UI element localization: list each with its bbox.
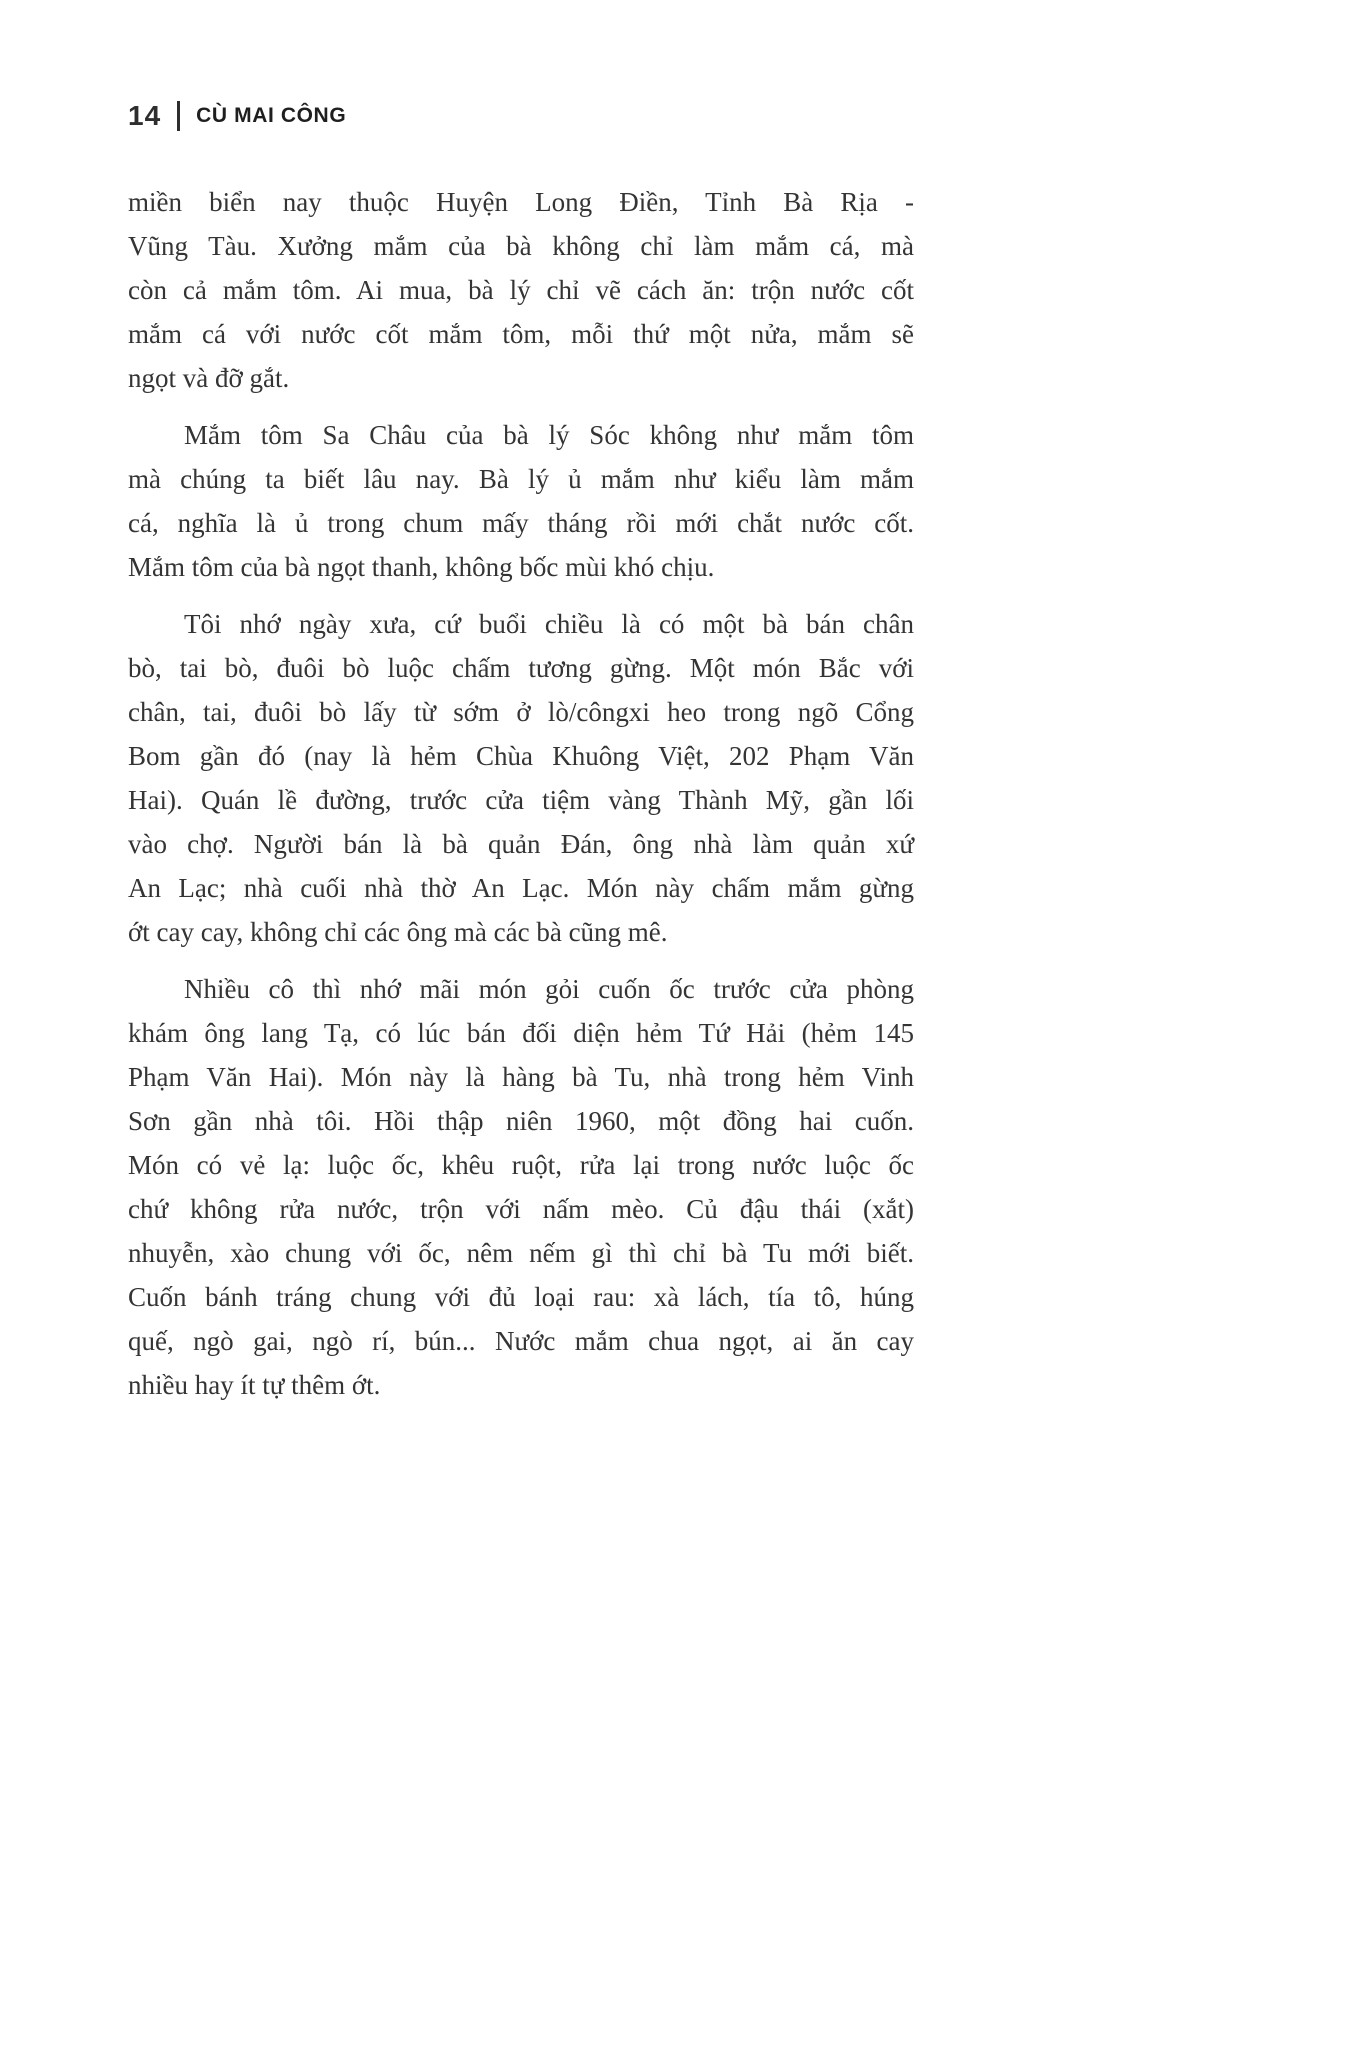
page-header <box>128 100 346 132</box>
paragraph <box>128 413 914 589</box>
text-line: chân, tai, đuôi bò lấy từ sớm ở lò/côngxi heo trong ngõ Cổng <box>128 697 914 727</box>
text-line: ngọt và đỡ gắt. <box>128 363 290 393</box>
text-line: Cuốn bánh tráng chung với đủ loại rau: xà lách, tía tô, húng <box>128 1282 914 1312</box>
text-line: vào chợ. Người bán là bà quản Đán, ông nhà làm quản xứ <box>128 829 914 859</box>
text-line: quế, ngò gai, ngò rí, bún... Nước mắm chua ngọt, ai ăn cay <box>128 1326 914 1356</box>
text-line: nhiều hay ít tự thêm ớt. <box>128 1370 381 1400</box>
text-line: Hai). Quán lề đường, trước cửa tiệm vàng Thành Mỹ, gần lối <box>128 785 914 815</box>
author-name: CÙ MAI CÔNG <box>196 104 347 127</box>
text-line: ớt cay cay, không chỉ các ông mà các bà cũng mê. <box>128 917 668 947</box>
text-line: Món có vẻ lạ: luộc ốc, khêu ruột, rửa lại trong nước luộc ốc <box>128 1150 914 1180</box>
paragraph <box>128 602 914 954</box>
text-line: Sơn gần nhà tôi. Hồi thập niên 1960, một đồng hai cuốn. <box>128 1106 914 1136</box>
text-line: Mắm tôm Sa Châu của bà lý Sóc không như mắm tôm <box>184 420 914 450</box>
paragraph <box>128 180 914 400</box>
text-line: Vũng Tàu. Xưởng mắm của bà không chỉ làm mắm cá, mà <box>128 231 914 261</box>
text-line: Tôi nhớ ngày xưa, cứ buổi chiều là có một bà bán chân <box>184 609 914 639</box>
text-line: mắm cá với nước cốt mắm tôm, mỗi thứ một nửa, mắm sẽ <box>128 319 914 349</box>
text-line: An Lạc; nhà cuối nhà thờ An Lạc. Món này chấm mắm gừng <box>128 873 914 903</box>
text-line: nhuyễn, xào chung với ốc, nêm nếm gì thì chỉ bà Tu mới biết. <box>128 1238 914 1268</box>
page-number: 14 <box>128 100 162 131</box>
text-line: mà chúng ta biết lâu nay. Bà lý ủ mắm như kiểu làm mắm <box>128 464 914 494</box>
text-line: Nhiều cô thì nhớ mãi món gỏi cuốn ốc trước cửa phòng <box>184 974 914 1004</box>
text-line: Bom gần đó (nay là hẻm Chùa Khuông Việt, 202 Phạm Văn <box>128 741 914 771</box>
text-line: cá, nghĩa là ủ trong chum mấy tháng rồi mới chắt nước cốt. <box>128 508 914 538</box>
header-divider <box>177 101 180 131</box>
text-line: bò, tai bò, đuôi bò luộc chấm tương gừng. Một món Bắc với <box>128 653 914 683</box>
text-line: Mắm tôm của bà ngọt thanh, không bốc mùi khó chịu. <box>128 552 715 582</box>
text-line: miền biển nay thuộc Huyện Long Điền, Tỉnh Bà Rịa - <box>128 187 914 217</box>
text-line: chứ không rửa nước, trộn với nấm mèo. Củ đậu thái (xắt) <box>128 1194 914 1224</box>
paragraph <box>128 967 914 1407</box>
text-line: khám ông lang Tạ, có lúc bán đối diện hẻm Tứ Hải (hẻm 145 <box>128 1018 914 1048</box>
text-line: còn cả mắm tôm. Ai mua, bà lý chỉ vẽ cách ăn: trộn nước cốt <box>128 275 914 305</box>
page-body <box>128 180 914 1420</box>
text-line: Phạm Văn Hai). Món này là hàng bà Tu, nhà trong hẻm Vinh <box>128 1062 914 1092</box>
